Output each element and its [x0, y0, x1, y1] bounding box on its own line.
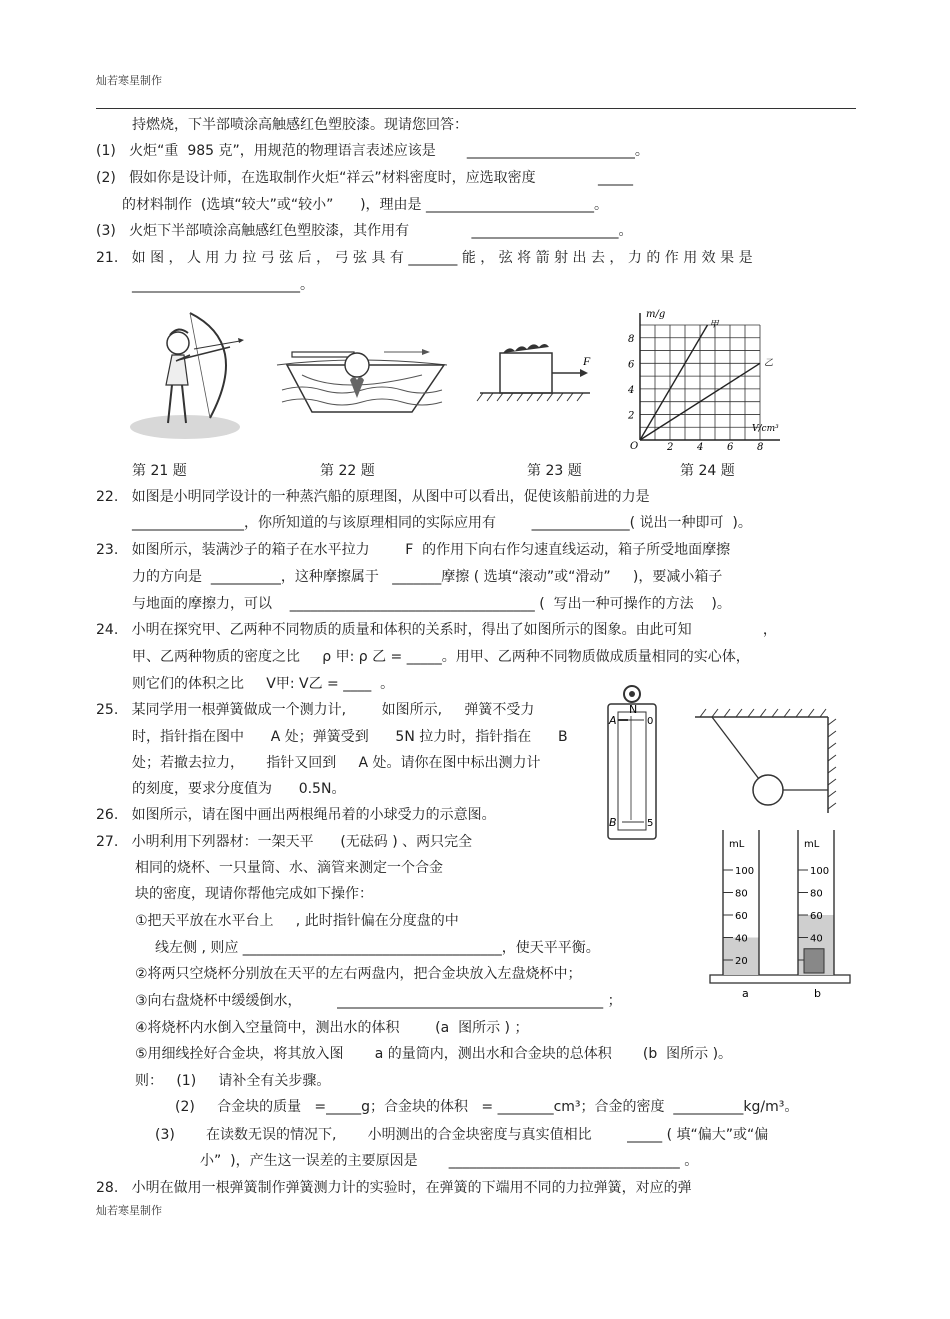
x-tick-label: 2	[667, 442, 674, 450]
caption-fig23: 第 23 题	[527, 463, 582, 479]
q27-sub2: (2) 合金块的质量 =_____g；合金块的体积 = ________cm³；合金的密度 __________kg/m³。	[175, 1099, 799, 1115]
q22-text: 22. 如图是小明同学设计的一种蒸汽船的原理图，从图中可以看出，促使该船前进的力是	[96, 489, 650, 505]
tick-label: 80	[810, 888, 823, 900]
x-tick-label: 4	[697, 442, 704, 450]
q26-text: 26. 如图所示，请在图中画出两根绳吊着的小球受力的示意图。	[96, 807, 496, 823]
series-label-jia: 甲	[709, 320, 719, 330]
fig24-chart	[612, 305, 787, 450]
q27-step2: ②将两只空烧杯分别放在天平的左右两盘内，把合金块放入左盘烧杯中；	[135, 966, 582, 982]
q27-text-cont1: 相同的烧杯、一只量筒、水、滴管来测定一个合金	[135, 860, 443, 876]
tick-label: 80	[735, 888, 748, 900]
q24-text: 24. 小明在探究甲、乙两种不同物质的质量和体积的关系时，得出了如图所示的图象。由此可知 ，	[96, 622, 777, 638]
fig25-label-a: A	[609, 714, 617, 727]
q20-intro-line: 持燃烧，下半部喷涂高触感红色塑胶漆。现请您回答：	[132, 117, 468, 133]
tick-label: 60	[810, 911, 823, 922]
caption-fig24: 第 24 题	[680, 463, 735, 479]
y-tick-label: 8	[628, 333, 635, 345]
chart-labels	[627, 309, 779, 450]
y-tick-label: 6	[628, 359, 635, 371]
series-line-jia	[640, 325, 708, 440]
fig25-tick-0: 0	[647, 716, 654, 727]
q27-step4: ④将烧杯内水倒入空量筒中，测出水的体积 (a 图所示 ) ；	[135, 1020, 529, 1036]
q27-text: 27. 小明利用下列器材：一架天平 (无砝码 ) 、两只完全	[96, 834, 473, 850]
chart-grid	[640, 313, 780, 440]
fig27-cylinder-bodies	[710, 830, 850, 983]
y-tick-label: 2	[628, 410, 635, 422]
q22-text-cont: ________________，你所知道的与该原理相同的实际应用有 ______________( 说出一种即可 )。	[132, 515, 752, 531]
fig25-label-b: B	[609, 816, 617, 829]
unit-label: mL	[804, 839, 820, 850]
q27-sub1: 则： (1) 请补全有关步骤。	[135, 1073, 331, 1089]
q21-blank: ________________________。	[132, 277, 314, 293]
y-axis-label: m/g	[646, 309, 666, 320]
x-tick-label: 6	[727, 442, 734, 450]
q25-text-cont2: 处；若撤去拉力， 指针又回到 A 处。请你在图中标出测力计	[132, 755, 541, 771]
fig22-steamboat-image	[272, 330, 454, 420]
q27-step1: ①把天平放在水平台上 , 此时指针偏在分度盘的中	[135, 913, 459, 929]
unit-label: mL	[729, 839, 745, 850]
cylinder-base	[710, 975, 850, 983]
q23-text-cont2: 与地面的摩擦力，可以 ___________________________________ ( 写出一种可操作的方法 )。	[132, 596, 731, 612]
header-rule	[96, 108, 856, 109]
q25-text-cont3: 的刻度，要求分度值为 0.5N。	[132, 781, 346, 797]
q24-text-cont1: 甲、乙两种物质的密度之比 ρ 甲: ρ 乙 = _____。用甲、乙两种不同物质做成质量相同的实心体，	[132, 649, 750, 665]
fig27-cylinders-image	[705, 825, 855, 1000]
x-tick-label: 8	[757, 442, 764, 450]
x-axis-label: V/cm³	[752, 424, 779, 434]
caption-fig22: 第 22 题	[320, 463, 375, 479]
q24-text-cont2: 则它们的体积之比 V甲: V乙 = ____ 。	[132, 676, 395, 692]
q27-step3: ③向右盘烧杯中缓缓倒水， ______________________________________ ；	[135, 993, 622, 1009]
fig23-box-image	[475, 335, 595, 410]
q20-part1: (1) 火炬“重 985 克”，用规范的物理语言表述应该是 ________________________。	[96, 143, 649, 159]
q23-text: 23. 如图所示，装满沙子的箱子在水平拉力 F 的作用下向右作匀速直线运动，箱子所受地面摩擦	[96, 542, 731, 558]
origin-label: O	[630, 441, 639, 450]
tick-label: 60	[735, 911, 748, 922]
fig25-tick-5: 5	[647, 818, 654, 829]
q27-sub3-cont: 小” )，产生这一误差的主要原因是 _________________________________ 。	[200, 1153, 699, 1169]
caption-fig21: 第 21 题	[132, 463, 187, 479]
q27-step1-cont: 线左侧 , 则应 _____________________________________，使天平平衡。	[155, 940, 600, 956]
tick-label: 100	[810, 866, 830, 877]
q27-sub3: (3) 在读数无误的情况下, 小明测出的合金块密度与真实值相比 _____ ( 填“偏大”或“偏	[155, 1127, 769, 1143]
q27-text-cont2: 块的密度，现请你帮他完成如下操作：	[135, 886, 373, 902]
q25-text: 25. 某同学用一根弹簧做成一个测力计, 如图所示, 弹簧不受力	[96, 702, 535, 718]
fig26-hanging-ball-image	[690, 705, 850, 815]
fig25-label-n: N	[629, 703, 638, 716]
q20-part2-cont: 的材料制作 (选填“较大”或“较小” )，理由是 ________________________。	[122, 197, 608, 213]
q21-text: 21. 如 图 ， 人 用 力 拉 弓 弦 后 ， 弓 弦 具 有 _______ 能 ， 弦 将 箭 射 出 去 ， 力 的 作 用 效 果 是	[96, 250, 753, 266]
alloy-block	[804, 949, 824, 973]
tick-label: 40	[735, 933, 748, 945]
fig23-force-label: F	[583, 354, 591, 368]
y-tick-label: 4	[628, 384, 635, 396]
q20-part3: (3) 火炬下半部喷涂高触感红色塑胶漆，其作用有 _____________________。	[96, 223, 633, 239]
tick-label: 20	[735, 956, 748, 967]
page-header: 灿若寒星制作	[96, 74, 162, 87]
q23-text-cont1: 力的方向是 __________，这种摩擦属于 _______摩擦 ( 选填“滚动”或“滑动” )，要减小箱子	[132, 569, 723, 585]
q27-step5: ⑤用细线拴好合金块，将其放入图 a 的量筒内，测出水和合金块的总体积 (b 图所示 )。	[135, 1046, 733, 1062]
q25-text-cont1: 时，指针指在图中 A 处；弹簧受到 5N 拉力时，指针指在 B	[132, 729, 568, 745]
fig25-spring-scale-image	[600, 682, 670, 842]
page-footer: 灿若寒星制作	[96, 1204, 162, 1217]
tick-label: 40	[810, 933, 823, 945]
series-label-yi: 乙	[764, 358, 774, 369]
fig27-label-b: b	[814, 987, 821, 1000]
fig27-label-a: a	[742, 987, 749, 1000]
q20-part2: (2) 假如你是设计师，在选取制作火炬“祥云”材料密度时，应选取密度 _____	[96, 170, 633, 186]
fig21-archer-image	[120, 305, 250, 445]
q28-text: 28. 小明在做用一根弹簧制作弹簧测力计的实验时，在弹簧的下端用不同的力拉弹簧，对应的弹	[96, 1180, 692, 1196]
tick-label: 100	[735, 866, 755, 877]
